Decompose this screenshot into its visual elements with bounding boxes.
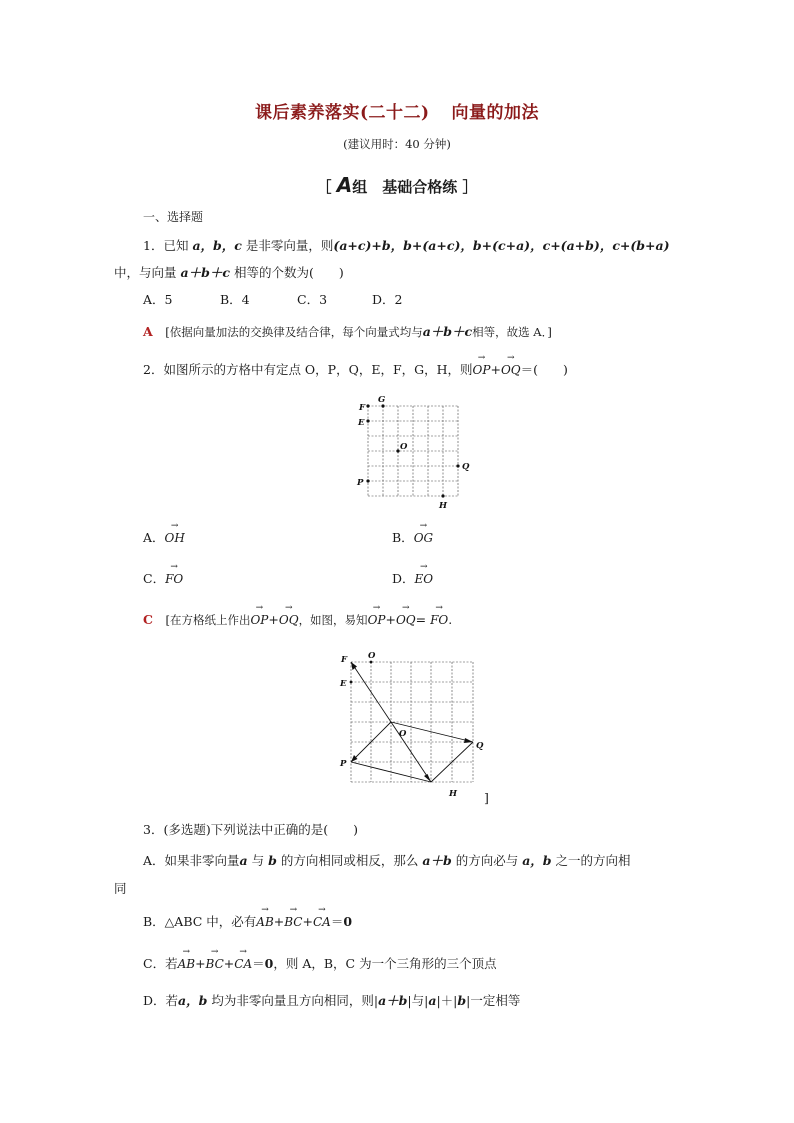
fig2-point-o-label: O: [399, 729, 407, 739]
suggested-time: (建议用时：40 分钟): [343, 137, 451, 151]
q1-option-c: C．3: [297, 292, 328, 307]
fig2-point-p-label: P: [340, 759, 347, 769]
fig2-point-e-label: E: [340, 679, 347, 689]
grid-figure-2: [336, 648, 496, 804]
q1-line2: 中，与向量 a＋b＋c 相等的个数为( ): [114, 265, 344, 280]
grid-figure-1: [350, 392, 470, 514]
q3-option-a-cont: 同: [114, 881, 127, 896]
q2-explanation: C [在方格纸上作出→ OP+→ OQ，如图，易知→ OP+→ OQ= → FO.: [143, 610, 452, 628]
q1-option-d: D．2: [372, 292, 403, 307]
q3-line1: 3．(多选题)下列说法中正确的是( ): [143, 822, 358, 837]
point-q-label: Q: [462, 462, 470, 472]
q2-answer: C: [143, 612, 153, 627]
point-e-label: E: [358, 418, 365, 428]
q2-option-c: C．→ FO: [143, 569, 183, 587]
group-label: 组 基础合格练: [352, 178, 458, 196]
fig2-point-h-label: H: [449, 789, 458, 799]
q1-option-a: A．5: [143, 292, 173, 307]
q2-option-a: A．→ OH: [143, 528, 185, 546]
point-g-label: G: [378, 395, 386, 405]
q3-option-a: A．如果非零向量a 与 b 的方向相同或相反，那么 a＋b 的方向必与 a，b 之一的方向相: [143, 853, 631, 868]
section-heading: 一、选择题: [143, 210, 204, 224]
group-letter: A: [336, 173, 353, 197]
fig2-point-f-label: F: [341, 655, 348, 665]
q2-line1: 2．如图所示的方格中有定点 O，P，Q，E，F，G，H，则→ OP+→ OQ＝( ): [143, 360, 568, 378]
q1-option-b: B．4: [220, 292, 250, 307]
point-h-label: H: [439, 501, 448, 511]
q3-option-c: C．若→ AB+→ BC+→ CA＝0，则 A，B，C 为一个三角形的三个顶点: [143, 954, 497, 972]
fig2-point-q-label: Q: [476, 741, 484, 751]
group-heading: ［ A组 基础合格练 ］: [316, 173, 478, 197]
q2-end-bracket: ]: [484, 790, 489, 805]
q3-option-b: B．△ABC 中，必有→ AB+→ BC+→ CA＝0: [143, 912, 352, 930]
q2-option-b: B．→ OG: [392, 528, 433, 546]
point-p-label: P: [357, 478, 364, 488]
q1-explanation: A [依据向量加法的交换律及结合律，每个向量式均与a＋b＋c相等，故选 A．]: [143, 324, 552, 339]
q2-option-d: D．→ EO: [392, 569, 433, 587]
point-o-label: O: [400, 442, 408, 452]
q3-option-d: D．若a，b 均为非零向量且方向相同，则|a＋b|与|a|＋|b|一定相等: [143, 993, 521, 1008]
point-f-label: F: [359, 403, 366, 413]
page-title: 课后素养落实(二十二) 向量的加法: [254, 103, 540, 123]
q1-answer: A: [143, 324, 153, 339]
fig2-point-top-o-label: O: [368, 651, 376, 661]
q1-line1: 1．已知 a，b，c 是非零向量，则(a+c)+b，b+(a+c)，b+(c+a)，c+(a+b)，c+(b+a): [143, 238, 670, 253]
